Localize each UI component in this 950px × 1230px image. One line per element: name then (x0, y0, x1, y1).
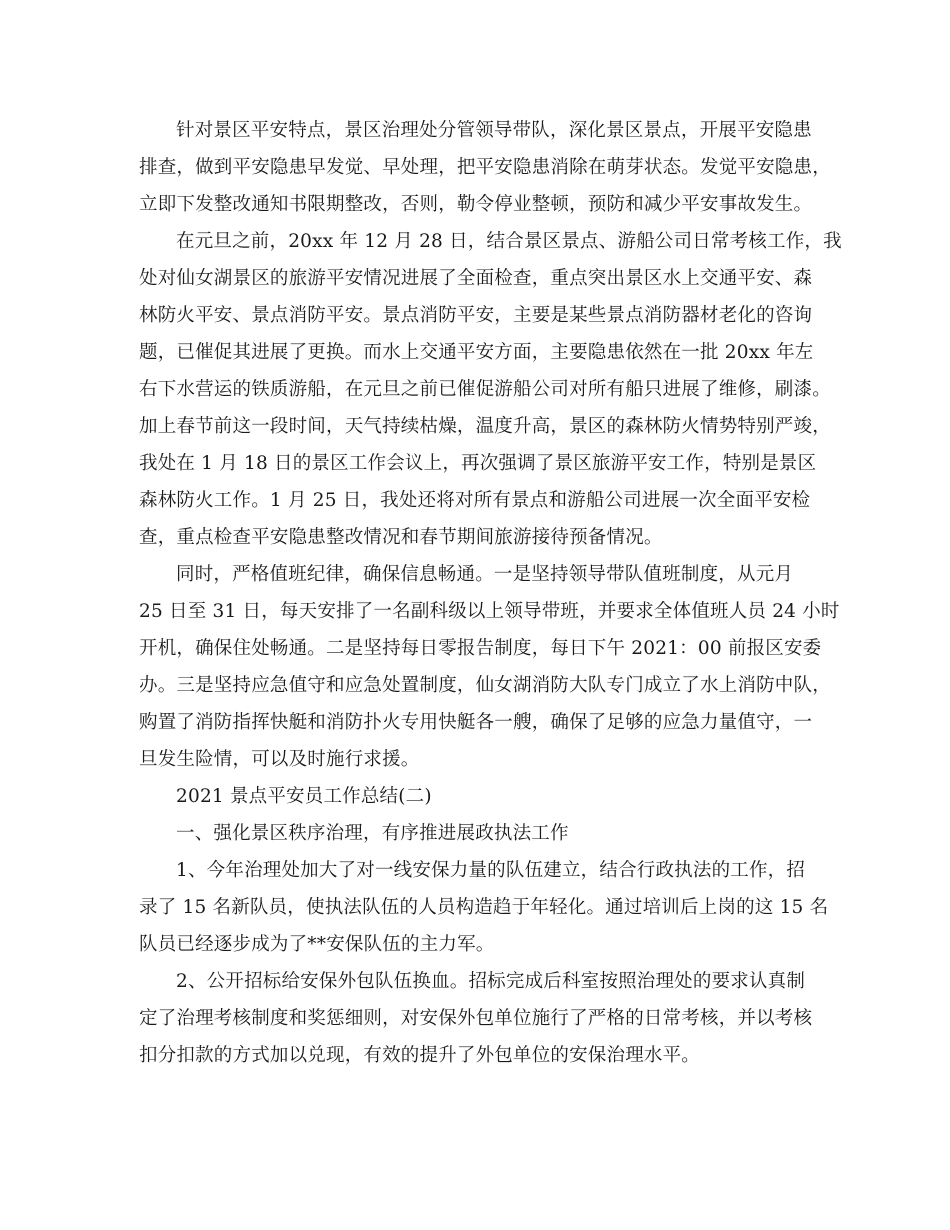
paragraph-4-line-3: 队员已经逐步成为了**安保队伍的主力军。 (139, 934, 495, 955)
paragraph-4-line-2: 录了 15 名新队员，使执法队伍的人员构造趋于年轻化。通过培训后上岗的这 15 名 (139, 897, 829, 918)
paragraph-4-line-1: 1、今年治理处加大了对一线安保力量的队伍建立，结合行政执法的工作，招 (176, 860, 806, 881)
paragraph-2-line-6: 加上春节前这一段时间，天气持续枯燥，温度升高，景区的森林防火情势特别严竣， (139, 416, 831, 437)
subsection-heading: 一、强化景区秩序治理，有序推进展政执法工作 (176, 823, 569, 844)
paragraph-2-line-9: 查，重点检查平安隐患整改情况和春节期间旅游接待预备情况。 (139, 527, 663, 548)
paragraph-1-line-3: 立即下发整改通知书限期整改，否则，勒令停业整顿，预防和减少平安事故发生。 (139, 194, 813, 215)
paragraph-3-line-6: 旦发生险情，可以及时施行求援。 (139, 749, 420, 770)
section-heading: 2021 景点平安员工作总结(二) (176, 786, 432, 807)
paragraph-3-line-1: 同时，严格值班纪律，确保信息畅通。一是坚持领导带队值班制度，从元月 (176, 564, 794, 585)
paragraph-3-line-2: 25 日至 31 日，每天安排了一名副科级以上领导带班，并要求全体值班人员 24 小时 (139, 601, 840, 622)
paragraph-3-line-4: 办。三是坚持应急值守和应急处置制度，仙女湖消防大队专门成立了水上消防中队， (139, 675, 831, 696)
paragraph-2-line-3: 林防火平安、景点消防平安。景点消防平安，主要是某些景点消防器材老化的咨询 (139, 305, 813, 326)
paragraph-5-line-3: 扣分扣款的方式加以兑现，有效的提升了外包单位的安保治理水平。 (139, 1045, 701, 1066)
paragraph-2-line-8: 森林防火工作。1 月 25 日，我处还将对所有景点和游船公司进展一次全面平安检 (139, 490, 811, 511)
paragraph-5-line-1: 2、公开招标给安保外包队伍换血。招标完成后科室按照治理处的要求认真制 (176, 971, 806, 992)
paragraph-5-line-2: 定了治理考核制度和奖惩细则，对安保外包单位施行了严格的日常考核，并以考核 (139, 1008, 813, 1029)
paragraph-2-line-1: 在元旦之前，20xx 年 12 月 28 日，结合景区景点、游船公司日常考核工作，我 (176, 231, 842, 252)
paragraph-1-line-1: 针对景区平安特点，景区治理处分管领导带队，深化景区景点，开展平安隐患 (176, 120, 812, 141)
paragraph-2-line-5: 右下水营运的铁质游船，在元旦之前已催促游船公司对所有船只进展了维修，刷漆。 (139, 379, 831, 400)
paragraph-2-line-2: 处对仙女湖景区的旅游平安情况进展了全面检查，重点突出景区水上交通平安、森 (139, 268, 813, 289)
paragraph-2-line-7: 我处在 1 月 18 日的景区工作会议上，再次强调了景区旅游平安工作，特别是景区 (139, 453, 817, 474)
paragraph-3-line-3: 开机，确保住处畅通。二是坚持每日零报告制度，每日下午 2021：00 前报区安委 (139, 638, 822, 659)
paragraph-1-line-2: 排查，做到平安隐患早发觉、早处理，把平安隐患消除在萌芽状态。发觉平安隐患， (139, 157, 831, 178)
paragraph-2-line-4: 题，已催促其进展了更换。而水上交通平安方面，主要隐患依然在一批 20xx 年左 (139, 342, 814, 363)
paragraph-3-line-5: 购置了消防指挥快艇和消防扑火专用快艇各一艘，确保了足够的应急力量值守，一 (139, 712, 813, 733)
